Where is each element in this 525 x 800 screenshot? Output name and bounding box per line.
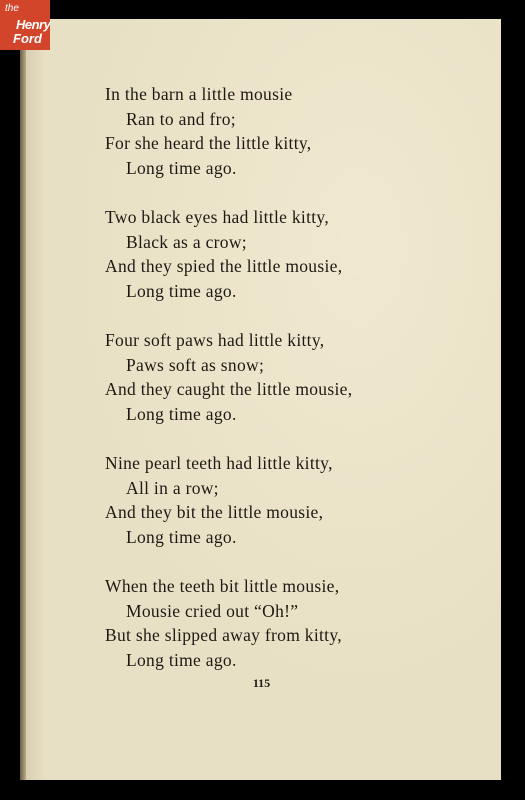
- poem-line: Two black eyes had little kitty,: [105, 207, 329, 227]
- page-number: [20, 676, 501, 691]
- stanza-3: [105, 328, 485, 426]
- poem-line: Long time ago.: [126, 280, 237, 301]
- stanza-4: [105, 451, 485, 549]
- book-page: [20, 19, 501, 780]
- page-gutter: [20, 19, 26, 780]
- poem: [105, 82, 485, 697]
- logo-text-the: the: [5, 3, 19, 14]
- poem-line: Ran to and fro;: [126, 108, 236, 129]
- stanza-5: [105, 574, 485, 672]
- henry-ford-logo: [0, 0, 50, 50]
- poem-line: Long time ago.: [126, 649, 237, 670]
- stanza-1: [105, 82, 485, 180]
- poem-line: And they caught the little mousie,: [105, 379, 353, 399]
- poem-line: Nine pearl teeth had little kitty,: [105, 453, 333, 473]
- logo-text-ford: Ford: [13, 31, 42, 46]
- poem-line: But she slipped away from kitty,: [105, 625, 342, 645]
- poem-line: And they bit the little mousie,: [105, 502, 324, 522]
- logo-text-henry: Henry: [16, 17, 51, 32]
- poem-line: Long time ago.: [126, 157, 237, 178]
- poem-line: Long time ago.: [126, 526, 237, 547]
- stanza-2: [105, 205, 485, 303]
- poem-line: Mousie cried out “Oh!”: [126, 600, 299, 621]
- poem-line: Black as a crow;: [126, 231, 247, 252]
- poem-line: Paws soft as snow;: [126, 354, 265, 375]
- poem-line: In the barn a little mousie: [105, 84, 293, 104]
- poem-line: And they spied the little mousie,: [105, 256, 343, 276]
- poem-line: For she heard the little kitty,: [105, 133, 312, 153]
- poem-line: Long time ago.: [126, 403, 237, 424]
- poem-line: Four soft paws had little kitty,: [105, 330, 325, 350]
- poem-line: All in a row;: [126, 477, 219, 498]
- poem-line: When the teeth bit little mousie,: [105, 576, 340, 596]
- page-number-text: 115: [252, 676, 271, 690]
